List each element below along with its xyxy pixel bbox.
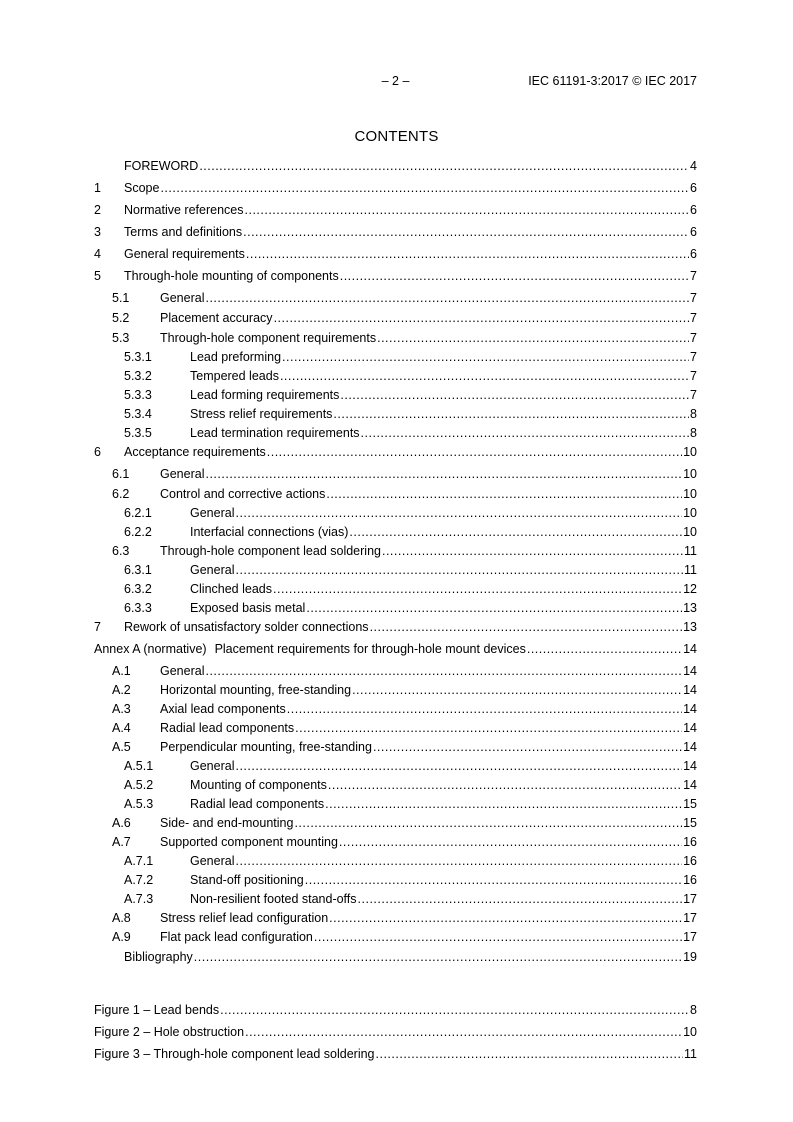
toc-entry[interactable] <box>94 368 697 384</box>
toc-entry-page: 6 <box>690 247 697 261</box>
toc-entry-number: 6.2.2 <box>124 525 152 539</box>
toc-entry-page: 6 <box>690 225 697 239</box>
toc-entry-number: 5.3.3 <box>124 388 152 402</box>
dot-leader <box>333 406 689 422</box>
toc-entry-title: General requirements <box>124 247 245 261</box>
toc-entry-page: 7 <box>690 269 697 283</box>
dot-leader <box>358 891 683 907</box>
toc-entry-page: 14 <box>683 642 697 656</box>
figure-entry[interactable] <box>94 1024 697 1040</box>
toc-entry-title: General <box>160 467 205 481</box>
toc-entry-page: 6 <box>690 181 697 195</box>
toc-entry-title: Scope <box>124 181 160 195</box>
toc-entry[interactable] <box>94 834 697 850</box>
toc-entry-title: Normative references <box>124 203 244 217</box>
toc-entry-page: 17 <box>683 892 697 906</box>
toc-entry-page: 11 <box>684 544 697 558</box>
toc-entry[interactable] <box>94 310 697 326</box>
toc-entry-page: 8 <box>690 1003 697 1017</box>
toc-entry-number: 6.3.3 <box>124 601 152 615</box>
dot-leader <box>527 641 682 657</box>
toc-entry-number: 5.1 <box>112 291 130 305</box>
toc-entry-title: Non-resilient footed stand-offs <box>190 892 357 906</box>
toc-entry[interactable] <box>94 872 697 888</box>
toc-entry-page: 13 <box>683 620 697 634</box>
toc-entry-number: A.6 <box>112 816 131 830</box>
toc-entry[interactable] <box>94 619 697 635</box>
toc-entry-page: 7 <box>690 369 697 383</box>
page-header <box>94 74 697 94</box>
toc-entry[interactable] <box>94 268 697 284</box>
toc-entry[interactable] <box>94 600 697 616</box>
toc-entry-number: 6.1 <box>112 467 130 481</box>
toc-entry-number: 7 <box>94 620 101 634</box>
toc-entry[interactable] <box>94 202 697 218</box>
toc-entry-title: General <box>190 854 235 868</box>
toc-entry-title: Acceptance requirements <box>124 445 266 459</box>
toc-entry-title: Perpendicular mounting, free-standing <box>160 740 372 754</box>
toc-entry[interactable] <box>94 224 697 240</box>
toc-entry-title: Radial lead components <box>190 797 325 811</box>
dot-leader <box>280 368 689 384</box>
toc-entry[interactable] <box>94 486 697 502</box>
toc-entry-title: Horizontal mounting, free-standing <box>160 683 352 697</box>
dot-leader <box>294 815 682 831</box>
toc-entry[interactable] <box>94 891 697 907</box>
toc-entry-page: 10 <box>683 445 697 459</box>
toc-entry-page: 13 <box>683 601 697 615</box>
dot-leader <box>205 663 682 679</box>
dot-leader <box>328 777 682 793</box>
toc-entry-number: 5.3.1 <box>124 350 152 364</box>
toc-entry[interactable] <box>94 349 697 365</box>
toc-entry-title: Figure 2 – Hole obstruction <box>94 1025 245 1039</box>
toc-entry-page: 14 <box>683 702 697 716</box>
toc-entry-title: Stress relief requirements <box>190 407 333 421</box>
toc-entry-number: 6.3.2 <box>124 582 152 596</box>
toc-entry-number: 5.3.2 <box>124 369 152 383</box>
toc-entry[interactable] <box>94 290 697 306</box>
dot-leader <box>282 349 689 365</box>
figure-entry[interactable] <box>94 1002 697 1018</box>
dot-leader <box>205 290 689 306</box>
toc-entry-number: Annex A (normative) <box>94 642 207 656</box>
toc-entry-page: 14 <box>683 778 697 792</box>
toc-entry-title: Lead termination requirements <box>190 426 360 440</box>
toc-entry-number: 4 <box>94 247 101 261</box>
dot-leader <box>235 505 682 521</box>
toc-entry[interactable] <box>94 739 697 755</box>
toc-entry-title: Placement accuracy <box>160 311 273 325</box>
toc-entry-title: Control and corrective actions <box>160 487 326 501</box>
toc-entry[interactable] <box>94 406 697 422</box>
toc-entry-page: 8 <box>690 407 697 421</box>
dot-leader <box>287 701 682 717</box>
toc-entry-number: 6.3 <box>112 544 130 558</box>
dot-leader <box>340 268 689 284</box>
dot-leader <box>306 600 682 616</box>
toc-entry-page: 14 <box>683 664 697 678</box>
dot-leader <box>160 180 689 196</box>
toc-entry-title: Supported component mounting <box>160 835 338 849</box>
toc-entry-title: General <box>160 664 205 678</box>
toc-entry-page: 16 <box>683 835 697 849</box>
dot-leader <box>325 796 682 812</box>
toc-entry-page: 10 <box>683 525 697 539</box>
toc-entry-title: Side- and end-mounting <box>160 816 294 830</box>
toc-entry[interactable] <box>94 524 697 540</box>
dot-leader <box>377 330 689 346</box>
dot-leader <box>235 758 682 774</box>
toc-entry-page: 7 <box>690 311 697 325</box>
toc-entry-number: A.1 <box>112 664 131 678</box>
toc-entry-title: Mounting of components <box>190 778 327 792</box>
toc-entry-page: 11 <box>684 1047 697 1061</box>
toc-entry-page: 14 <box>683 683 697 697</box>
toc-entry[interactable] <box>94 543 697 559</box>
toc-entry-page: 10 <box>683 467 697 481</box>
toc-entry-number: A.5 <box>112 740 131 754</box>
dot-leader <box>295 720 682 736</box>
toc-entry-title: General <box>190 506 235 520</box>
toc-entry-page: 10 <box>683 1025 697 1039</box>
dot-leader <box>339 834 682 850</box>
dot-leader <box>273 581 682 597</box>
toc-entry-number: 5.2 <box>112 311 130 325</box>
toc-entry[interactable] <box>94 701 697 717</box>
toc-entry[interactable] <box>94 815 697 831</box>
toc-entry-number: A.5.1 <box>124 759 154 773</box>
toc-entry-title: Clinched leads <box>190 582 272 596</box>
contents-title: CONTENTS <box>354 128 439 145</box>
toc-entry[interactable] <box>94 949 697 965</box>
toc-entry-title: Figure 1 – Lead bends <box>94 1003 220 1017</box>
toc-entry-number: 2 <box>94 203 101 217</box>
toc-entry-number: A.4 <box>112 721 131 735</box>
toc-entry-number: A.7.2 <box>124 873 154 887</box>
dot-leader <box>199 158 689 174</box>
toc-entry-page: 8 <box>690 426 697 440</box>
dot-leader <box>314 929 682 945</box>
dot-leader <box>245 202 690 218</box>
dot-leader <box>235 853 682 869</box>
list-of-figures <box>94 1002 697 1062</box>
toc-entry-number: A.5.3 <box>124 797 154 811</box>
toc-entry-number: 5 <box>94 269 101 283</box>
toc-entry-number: 5.3 <box>112 331 130 345</box>
toc-entry[interactable] <box>94 246 697 262</box>
toc-entry[interactable] <box>94 910 697 926</box>
toc-entry[interactable] <box>94 796 697 812</box>
toc-entry-page: 15 <box>683 816 697 830</box>
dot-leader <box>376 1046 684 1062</box>
dot-leader <box>220 1002 689 1018</box>
dot-leader <box>245 1024 682 1040</box>
toc-entry-page: 14 <box>683 740 697 754</box>
toc-entry-title: Placement requirements for through-hole mount devices <box>214 642 526 656</box>
toc-entry-title: Through-hole mounting of components <box>124 269 339 283</box>
toc-entry-page: 12 <box>683 582 697 596</box>
toc-entry[interactable] <box>94 425 697 441</box>
toc-entry-page: 7 <box>690 388 697 402</box>
toc-entry-number: 6.3.1 <box>124 563 152 577</box>
toc-entry[interactable] <box>94 387 697 403</box>
dot-leader <box>349 524 682 540</box>
dot-leader <box>326 486 682 502</box>
toc-entry[interactable] <box>94 853 697 869</box>
toc-entry-page: 6 <box>690 203 697 217</box>
toc-entry-number: 5.3.5 <box>124 426 152 440</box>
toc-entry-title: General <box>190 759 235 773</box>
toc-entry-page: 4 <box>690 159 697 173</box>
toc-entry[interactable] <box>94 581 697 597</box>
dot-leader <box>274 310 689 326</box>
toc-entry-title: FOREWORD <box>124 159 199 173</box>
document-reference: IEC 61191-3:2017 © IEC 2017 <box>528 74 697 88</box>
toc-entry-number: A.8 <box>112 911 131 925</box>
toc-entry-page: 7 <box>690 291 697 305</box>
toc-entry-title: Interfacial connections (vias) <box>190 525 349 539</box>
toc-entry-page: 17 <box>683 911 697 925</box>
dot-leader <box>340 387 689 403</box>
toc-entry-title: Flat pack lead configuration <box>160 930 313 944</box>
toc-entry[interactable] <box>94 641 697 657</box>
dot-leader <box>352 682 682 698</box>
toc-entry-number: A.3 <box>112 702 131 716</box>
toc-entry-title: Stress relief lead configuration <box>160 911 329 925</box>
toc-entry-number: A.5.2 <box>124 778 154 792</box>
toc-entry[interactable] <box>94 505 697 521</box>
toc-entry-number: 1 <box>94 181 101 195</box>
toc-entry-number: A.7.3 <box>124 892 154 906</box>
dot-leader <box>361 425 690 441</box>
toc-entry-page: 7 <box>690 350 697 364</box>
toc-entry-page: 10 <box>683 506 697 520</box>
toc-entry[interactable] <box>94 562 697 578</box>
dot-leader <box>382 543 683 559</box>
toc-entry-number: 3 <box>94 225 101 239</box>
toc-entry-page: 10 <box>683 487 697 501</box>
toc-entry-title: Exposed basis metal <box>190 601 306 615</box>
table-of-contents <box>94 158 697 965</box>
toc-entry-title: Rework of unsatisfactory solder connections <box>124 620 369 634</box>
toc-entry-title: Lead preforming <box>190 350 282 364</box>
toc-entry[interactable] <box>94 466 697 482</box>
toc-entry-title: Radial lead components <box>160 721 295 735</box>
dot-leader <box>235 562 683 578</box>
toc-entry-title: Terms and definitions <box>124 225 243 239</box>
toc-entry-title: Through-hole component lead soldering <box>160 544 381 558</box>
toc-entry-page: 16 <box>683 873 697 887</box>
toc-entry[interactable] <box>94 758 697 774</box>
toc-entry-title: Axial lead components <box>160 702 286 716</box>
dot-leader <box>267 444 682 460</box>
toc-entry-title: Tempered leads <box>190 369 279 383</box>
toc-entry-number: 6.2 <box>112 487 130 501</box>
toc-entry[interactable] <box>94 720 697 736</box>
toc-entry-number: A.7 <box>112 835 131 849</box>
dot-leader <box>246 246 689 262</box>
dot-leader <box>373 739 682 755</box>
toc-entry-page: 17 <box>683 930 697 944</box>
toc-entry[interactable] <box>94 180 697 196</box>
toc-entry-page: 16 <box>683 854 697 868</box>
toc-entry-number: 5.3.4 <box>124 407 152 421</box>
toc-entry-page: 14 <box>683 759 697 773</box>
dot-leader <box>194 949 682 965</box>
toc-entry[interactable] <box>94 158 697 174</box>
toc-entry-title: Figure 3 – Through-hole component lead soldering <box>94 1047 375 1061</box>
toc-entry-number: A.2 <box>112 683 131 697</box>
dot-leader <box>329 910 682 926</box>
toc-entry-title: General <box>160 291 205 305</box>
toc-entry-title: Bibliography <box>124 950 193 964</box>
toc-entry[interactable] <box>94 777 697 793</box>
toc-entry-title: Lead forming requirements <box>190 388 340 402</box>
dot-leader <box>370 619 683 635</box>
toc-entry-page: 15 <box>683 797 697 811</box>
toc-entry-title: Through-hole component requirements <box>160 331 377 345</box>
toc-entry[interactable] <box>94 682 697 698</box>
toc-entry-page: 11 <box>684 563 697 577</box>
toc-entry-title: General <box>190 563 235 577</box>
page-number: – 2 – <box>381 74 410 88</box>
dot-leader <box>305 872 682 888</box>
toc-entry-title: Stand-off positioning <box>190 873 304 887</box>
toc-entry[interactable] <box>94 929 697 945</box>
toc-entry-page: 19 <box>683 950 697 964</box>
toc-entry[interactable] <box>94 663 697 679</box>
toc-entry[interactable] <box>94 330 697 346</box>
dot-leader <box>205 466 682 482</box>
toc-entry-number: A.7.1 <box>124 854 154 868</box>
toc-entry-number: A.9 <box>112 930 131 944</box>
figure-entry[interactable] <box>94 1046 697 1062</box>
dot-leader <box>243 224 689 240</box>
toc-entry-page: 7 <box>690 331 697 345</box>
toc-entry-number: 6.2.1 <box>124 506 152 520</box>
toc-entry-page: 14 <box>683 721 697 735</box>
toc-entry[interactable] <box>94 444 697 460</box>
toc-entry-number: 6 <box>94 445 101 459</box>
